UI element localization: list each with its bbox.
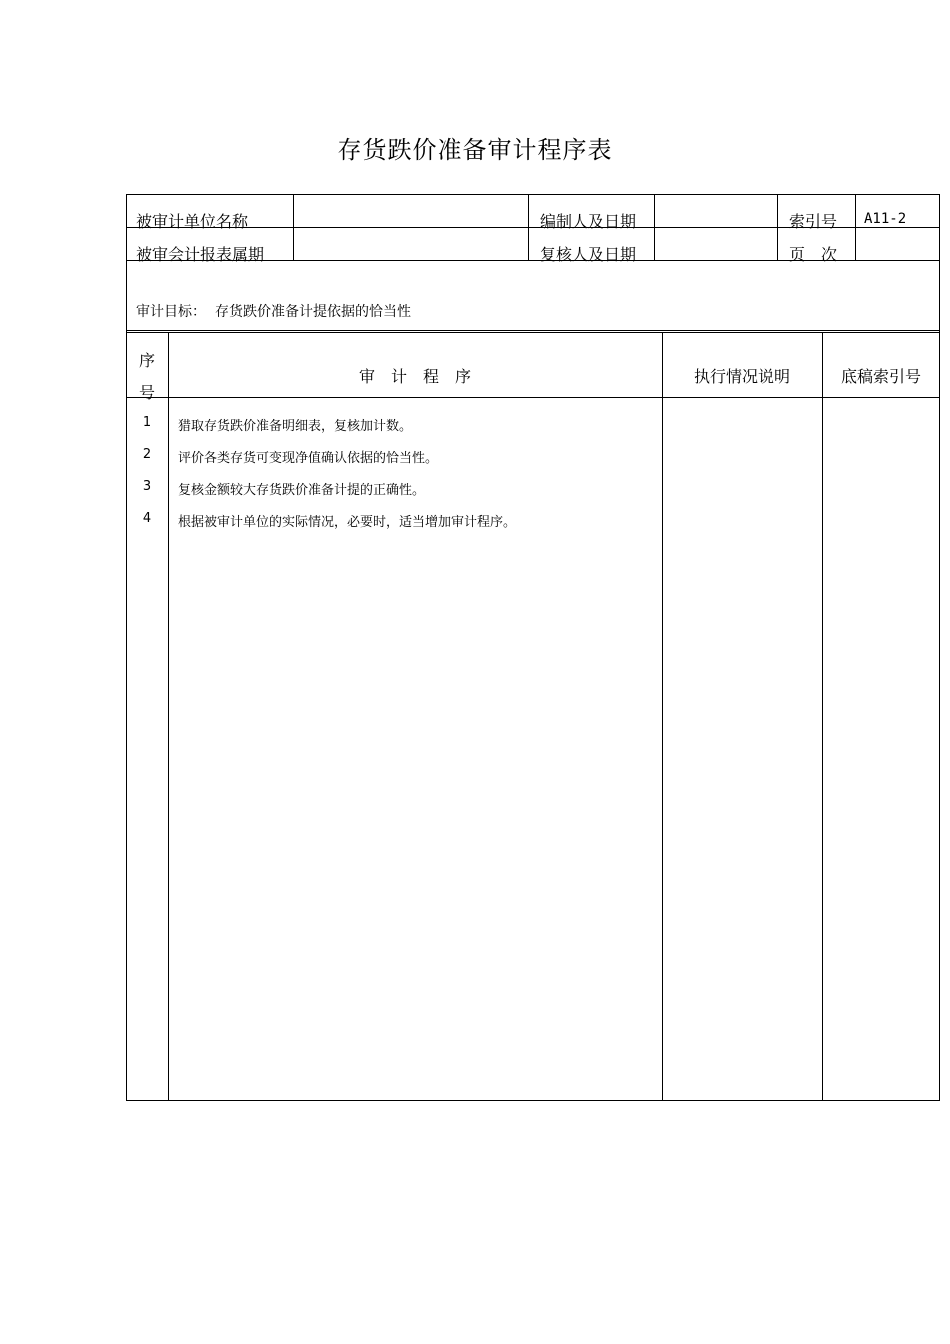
table-row-2-procedure: 评价各类存货可变现净值确认依据的恰当性。 (178, 451, 439, 466)
table-row-1-no: 1 (142, 415, 152, 430)
index-label: 索引号 (789, 212, 838, 231)
header-col-divider-5 (855, 194, 856, 260)
table-col-divider-seq (168, 332, 169, 1101)
index-value: A11-2 (864, 211, 907, 227)
report-period-value[interactable] (300, 242, 520, 260)
objective-divider-top (126, 330, 940, 331)
preparer-label: 编制人及日期 (540, 212, 637, 231)
column-header-execution: 执行情况说明 (693, 367, 790, 386)
column-header-workpaper-index: 底稿索引号 (840, 367, 921, 386)
table-header-divider (126, 397, 940, 398)
audit-objective-label: 审计目标： (136, 304, 206, 320)
table-col-divider-execution (822, 332, 823, 1101)
header-col-divider-1 (293, 194, 294, 260)
table-row-3-procedure: 复核金额较大存货跌价准备计提的正确性。 (178, 483, 426, 498)
column-header-seq-line1: 序 (139, 351, 156, 370)
entity-name-label: 被审计单位名称 (136, 212, 249, 231)
table-row-3-no: 3 (142, 479, 152, 494)
audit-objective-text: 存货跌价准备计提依据的恰当性 (215, 304, 411, 320)
page-title: 存货跌价准备审计程序表 (337, 136, 613, 164)
table-row-4-procedure: 根据被审计单位的实际情况，必要时，适当增加审计程序。 (178, 515, 517, 530)
column-header-procedure: 审 计 程 序 (358, 367, 471, 386)
table-col-divider-procedure (662, 332, 663, 1101)
preparer-value[interactable] (660, 209, 770, 227)
reviewer-label: 复核人及日期 (540, 245, 637, 264)
page-number-value[interactable] (862, 242, 932, 260)
report-period-label: 被审会计报表属期 (136, 245, 265, 264)
objective-divider-bottom (126, 332, 940, 333)
page-number-label: 页 次 (789, 245, 838, 264)
entity-name-value[interactable] (300, 209, 520, 227)
table-row-4-no: 4 (142, 511, 152, 526)
reviewer-value[interactable] (660, 242, 770, 260)
header-col-divider-3 (654, 194, 655, 260)
column-header-seq-line2: 号 (139, 383, 156, 402)
table-row-2-no: 2 (142, 447, 152, 462)
header-col-divider-2 (528, 194, 529, 260)
header-col-divider-4 (777, 194, 778, 260)
table-row-1-procedure: 猎取存货跌价准备明细表，复核加计数。 (178, 419, 413, 434)
